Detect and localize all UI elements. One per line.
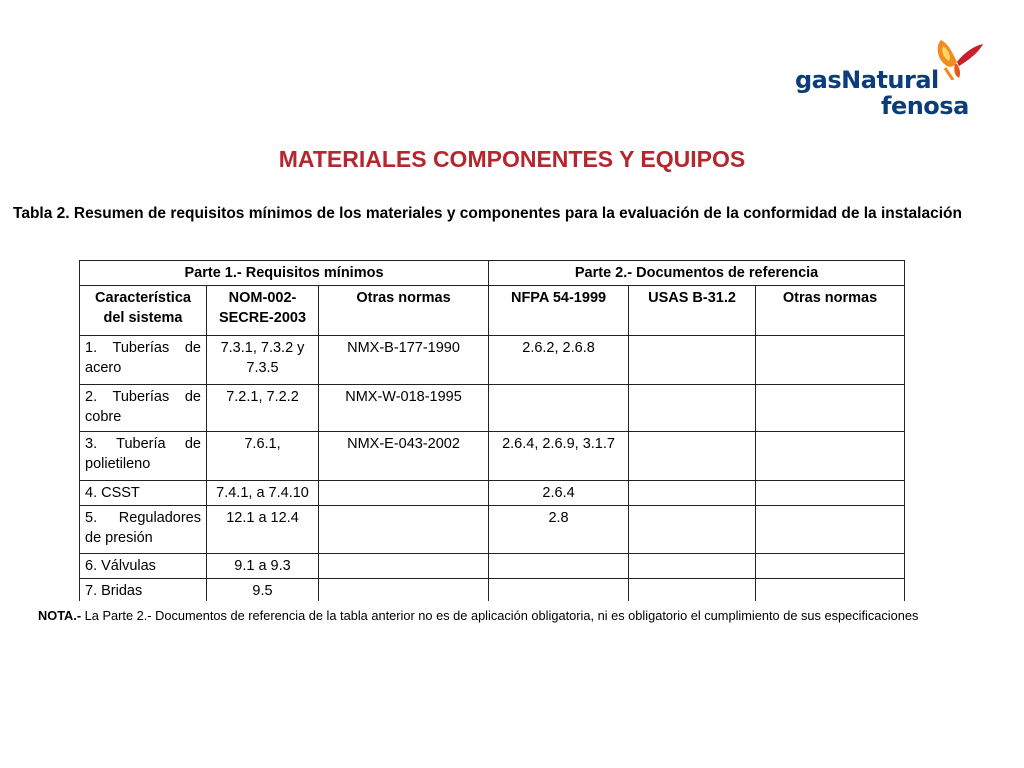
group-header-part2: Parte 2.- Documentos de referencia: [489, 261, 905, 286]
table-cell: [629, 579, 756, 602]
group-header-part1: Parte 1.- Requisitos mínimos: [80, 261, 489, 286]
column-header-nfpa: NFPA 54-1999: [489, 286, 629, 336]
column-header-caracteristica: Característica del sistema: [80, 286, 207, 336]
table-cell: [756, 336, 905, 385]
table-group-header-row: [80, 261, 905, 286]
table-cell: 9.1 a 9.3: [207, 554, 319, 579]
table-cell: [319, 506, 489, 554]
table-row: [80, 336, 905, 385]
table-cell: 2.6.4, 2.6.9, 3.1.7: [489, 432, 629, 481]
requirements-table: [79, 260, 905, 601]
page-title: MATERIALES COMPONENTES Y EQUIPOS: [278, 146, 746, 172]
table-row: [80, 432, 905, 481]
table-row: [80, 554, 905, 579]
table-cell: 7.4.1, a 7.4.10: [207, 481, 319, 506]
table-row: [80, 579, 905, 602]
table-cell: [756, 506, 905, 554]
table-cell: 2.6.2, 2.6.8: [489, 336, 629, 385]
table-cell: [629, 432, 756, 481]
requirements-table-container: [79, 260, 905, 601]
table-row: [80, 506, 905, 554]
table-cell: 12.1 a 12.4: [207, 506, 319, 554]
table-cell: [756, 554, 905, 579]
table-row: [80, 481, 905, 506]
table-cell: [756, 579, 905, 602]
footnote-text: La Parte 2.- Documentos de referencia de la tabla anterior no es de aplicación obligatoria, ni es obligatorio el cumplimiento de sus especificaciones: [81, 608, 919, 623]
column-header-otras-normas-2: Otras normas: [756, 286, 905, 336]
table-caption: Tabla 2. Resumen de requisitos mínimos de los materiales y componentes para la evaluación de la conformidad de la instalación: [13, 205, 962, 222]
column-header-nom: NOM-002-SECRE-2003: [207, 286, 319, 336]
column-header-usas: USAS B-31.2: [629, 286, 756, 336]
table-cell: 5. Reguladores de presión: [80, 506, 207, 554]
table-cell: 1. Tuberías de acero: [80, 336, 207, 385]
table-cell: [489, 385, 629, 432]
column-header-otras-normas-1: Otras normas: [319, 286, 489, 336]
logo-text-fenosa: fenosa: [881, 92, 969, 120]
butterfly-logo-icon: [933, 36, 985, 80]
table-cell: [629, 336, 756, 385]
table-cell: 3. Tubería de polietileno: [80, 432, 207, 481]
logo-text-gasnatural: gasNatural: [795, 66, 939, 94]
table-cell: NMX-W-018-1995: [319, 385, 489, 432]
table-cell: [319, 554, 489, 579]
table-cell: [629, 554, 756, 579]
table-cell: 7.2.1, 7.2.2: [207, 385, 319, 432]
table-cell: 7.6.1,: [207, 432, 319, 481]
table-cell: 2.8: [489, 506, 629, 554]
table-cell: [489, 554, 629, 579]
footnote: [38, 608, 978, 623]
table-cell: [629, 385, 756, 432]
table-column-header-row: [80, 286, 905, 336]
table-cell: 4. CSST: [80, 481, 207, 506]
table-cell: [489, 579, 629, 602]
table-cell: 7.3.1, 7.3.2 y 7.3.5: [207, 336, 319, 385]
table-cell: NMX-B-177-1990: [319, 336, 489, 385]
table-cell: [756, 385, 905, 432]
table-cell: 9.5: [207, 579, 319, 602]
table-cell: [629, 481, 756, 506]
table-cell: [756, 432, 905, 481]
table-cell: [319, 481, 489, 506]
table-cell: [319, 579, 489, 602]
table-cell: [756, 481, 905, 506]
table-cell: NMX-E-043-2002: [319, 432, 489, 481]
table-cell: 2.6.4: [489, 481, 629, 506]
company-logo: [795, 36, 995, 126]
footnote-label: NOTA.-: [38, 608, 82, 623]
table-row: [80, 385, 905, 432]
table-cell: [629, 506, 756, 554]
table-cell: 2. Tuberías de cobre: [80, 385, 207, 432]
table-cell: 7. Bridas: [80, 579, 207, 602]
table-cell: 6. Válvulas: [80, 554, 207, 579]
